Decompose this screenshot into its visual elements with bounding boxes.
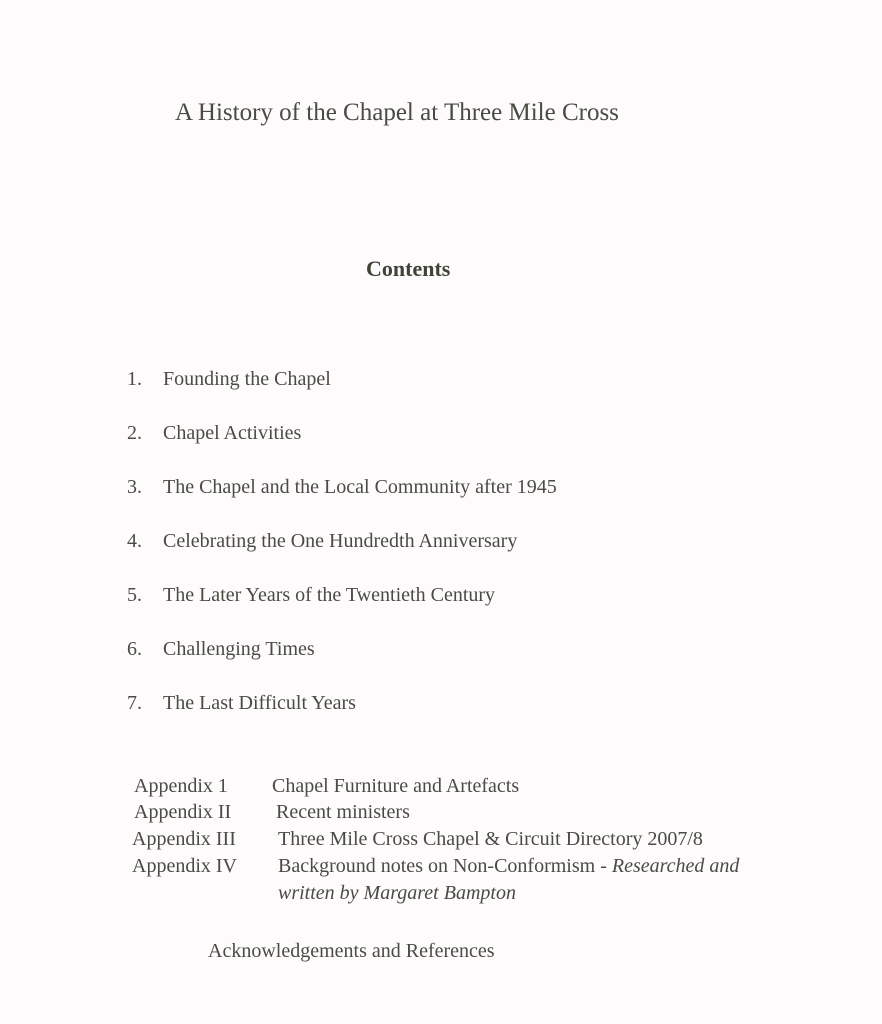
appendix-description-text: Background notes on Non-Conformism - — [278, 855, 612, 877]
chapter-item — [127, 692, 356, 715]
chapter-item — [127, 368, 331, 391]
chapter-number: 7. — [127, 692, 142, 714]
chapter-item — [127, 530, 517, 553]
chapter-title: Founding the Chapel — [163, 368, 331, 390]
appendix-label: Appendix 1 — [134, 775, 228, 797]
appendix-label: Appendix III — [132, 828, 236, 850]
appendix-description: Recent ministers — [276, 801, 410, 823]
chapter-title: The Later Years of the Twentieth Century — [163, 584, 496, 606]
chapter-title: Chapel Activities — [163, 422, 302, 444]
chapter-number: 1. — [127, 368, 142, 390]
chapter-item — [127, 476, 557, 499]
appendix-item-continuation — [278, 880, 516, 906]
chapter-number: 5. — [127, 584, 142, 606]
chapter-title: Celebrating the One Hundredth Anniversary — [163, 530, 518, 552]
chapter-number: 6. — [127, 638, 142, 660]
acknowledgements: Acknowledgements and References — [208, 940, 495, 962]
document-title: A History of the Chapel at Three Mile Cross — [175, 99, 619, 126]
chapter-number: 4. — [127, 530, 142, 552]
appendix-author-credit-line2: written by Margaret Bampton — [278, 882, 516, 904]
appendix-description: Three Mile Cross Chapel & Circuit Directory 2007/8 — [278, 828, 703, 850]
chapter-title: The Chapel and the Local Community after 1945 — [163, 476, 557, 498]
appendix-label: Appendix IV — [132, 855, 237, 877]
chapter-item — [127, 584, 495, 607]
appendix-description: Chapel Furniture and Artefacts — [272, 775, 520, 797]
chapter-item — [127, 422, 301, 445]
chapter-number: 3. — [127, 476, 142, 498]
chapter-number: 2. — [127, 422, 142, 444]
chapter-title: The Last Difficult Years — [163, 692, 356, 714]
appendix-label: Appendix II — [134, 801, 232, 823]
appendix-description — [278, 853, 739, 879]
appendix-author-credit: Researched and — [611, 855, 740, 877]
chapter-title: Challenging Times — [163, 638, 315, 660]
contents-heading: Contents — [366, 256, 451, 281]
chapter-item — [127, 638, 315, 661]
